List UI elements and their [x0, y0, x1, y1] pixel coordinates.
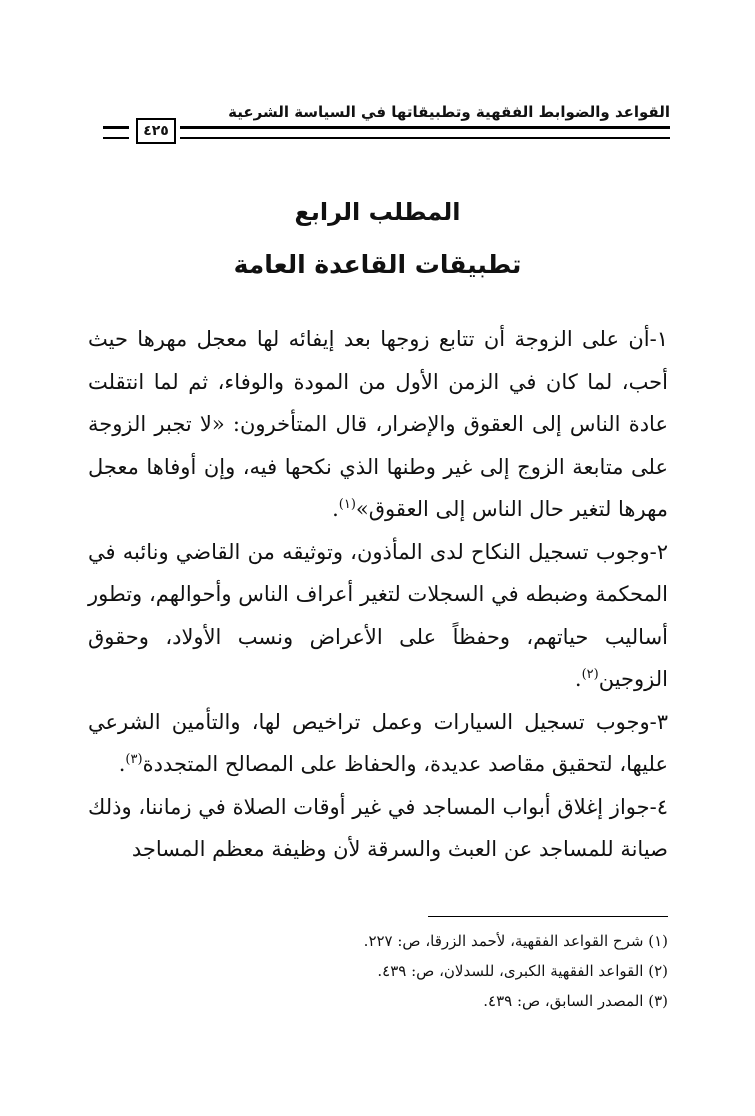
paragraph: ٣-وجوب تسجيل السيارات وعمل تراخيص لها، والتأمين الشرعي عليها، لتحقيق مقاصد عديدة، والحفاظ على المصالح المتجددة$^{(٣)}$. — [88, 709, 668, 776]
paragraph: ٢-وجوب تسجيل النكاح لدى المأذون، وتوثيقه من القاضي ونائبه في المحكمة وضبطه في السجلات لتغير أعراف الناس وأحوالهم، وتطور أساليب حياتهم، وحفظاً على الأعراض ونسب الأولاد، وحقوق الزوجين$^{(٢)}$. — [88, 539, 668, 691]
footnote: (١) شرح القواعد الفقهية، لأحمد الزرقا، ص: ٢٢٧. — [363, 932, 668, 950]
section-title: تطبيقات القاعدة العامة — [233, 250, 522, 279]
body-text — [88, 318, 668, 871]
paragraph: ٤-جواز إغلاق أبواب المساجد في غير أوقات الصلاة في زماننا، وذلك صيانة للمساجد عن العبث والسرقة لأن وظيفة معظم المساجد — [88, 794, 668, 861]
footnote: (٢) القواعد الفقهية الكبرى، للسدلان، ص: ٤٣٩. — [377, 962, 668, 980]
section-heading: المطلب الرابع — [294, 198, 461, 226]
footnotes — [88, 926, 668, 1016]
paragraph: ١-أن على الزوجة أن تتابع زوجها بعد إيفائه لها معجل مهرها حيث أحب، لما كان في الزمن الأول من المودة والوفاء، ثم لما انتقلت عادة الناس إلى العقوق والإضرار، قال المتأخرون: «لا تجبر الزوجة على متابعة الزوج إلى غير وطنها الذي نكحها فيه، وإن أوفاها معجل مهرها لتغير حال الناس إلى العقوق»$^{(١)}$. — [88, 327, 668, 521]
page-number: ٤٢٥ — [136, 118, 176, 144]
footnote-ref: (٣) — [125, 752, 143, 767]
footnote-ref: (٢) — [581, 667, 599, 682]
header-double-rule — [180, 126, 670, 139]
header-rule-end — [103, 126, 129, 139]
running-header-title: القواعد والضوابط الفقهية وتطبيقاتها في السياسة الشرعية — [228, 103, 670, 121]
footnote: (٣) المصدر السابق، ص: ٤٣٩. — [483, 992, 668, 1010]
footnote-ref: (١) — [338, 497, 356, 512]
footnote-separator — [428, 916, 668, 917]
